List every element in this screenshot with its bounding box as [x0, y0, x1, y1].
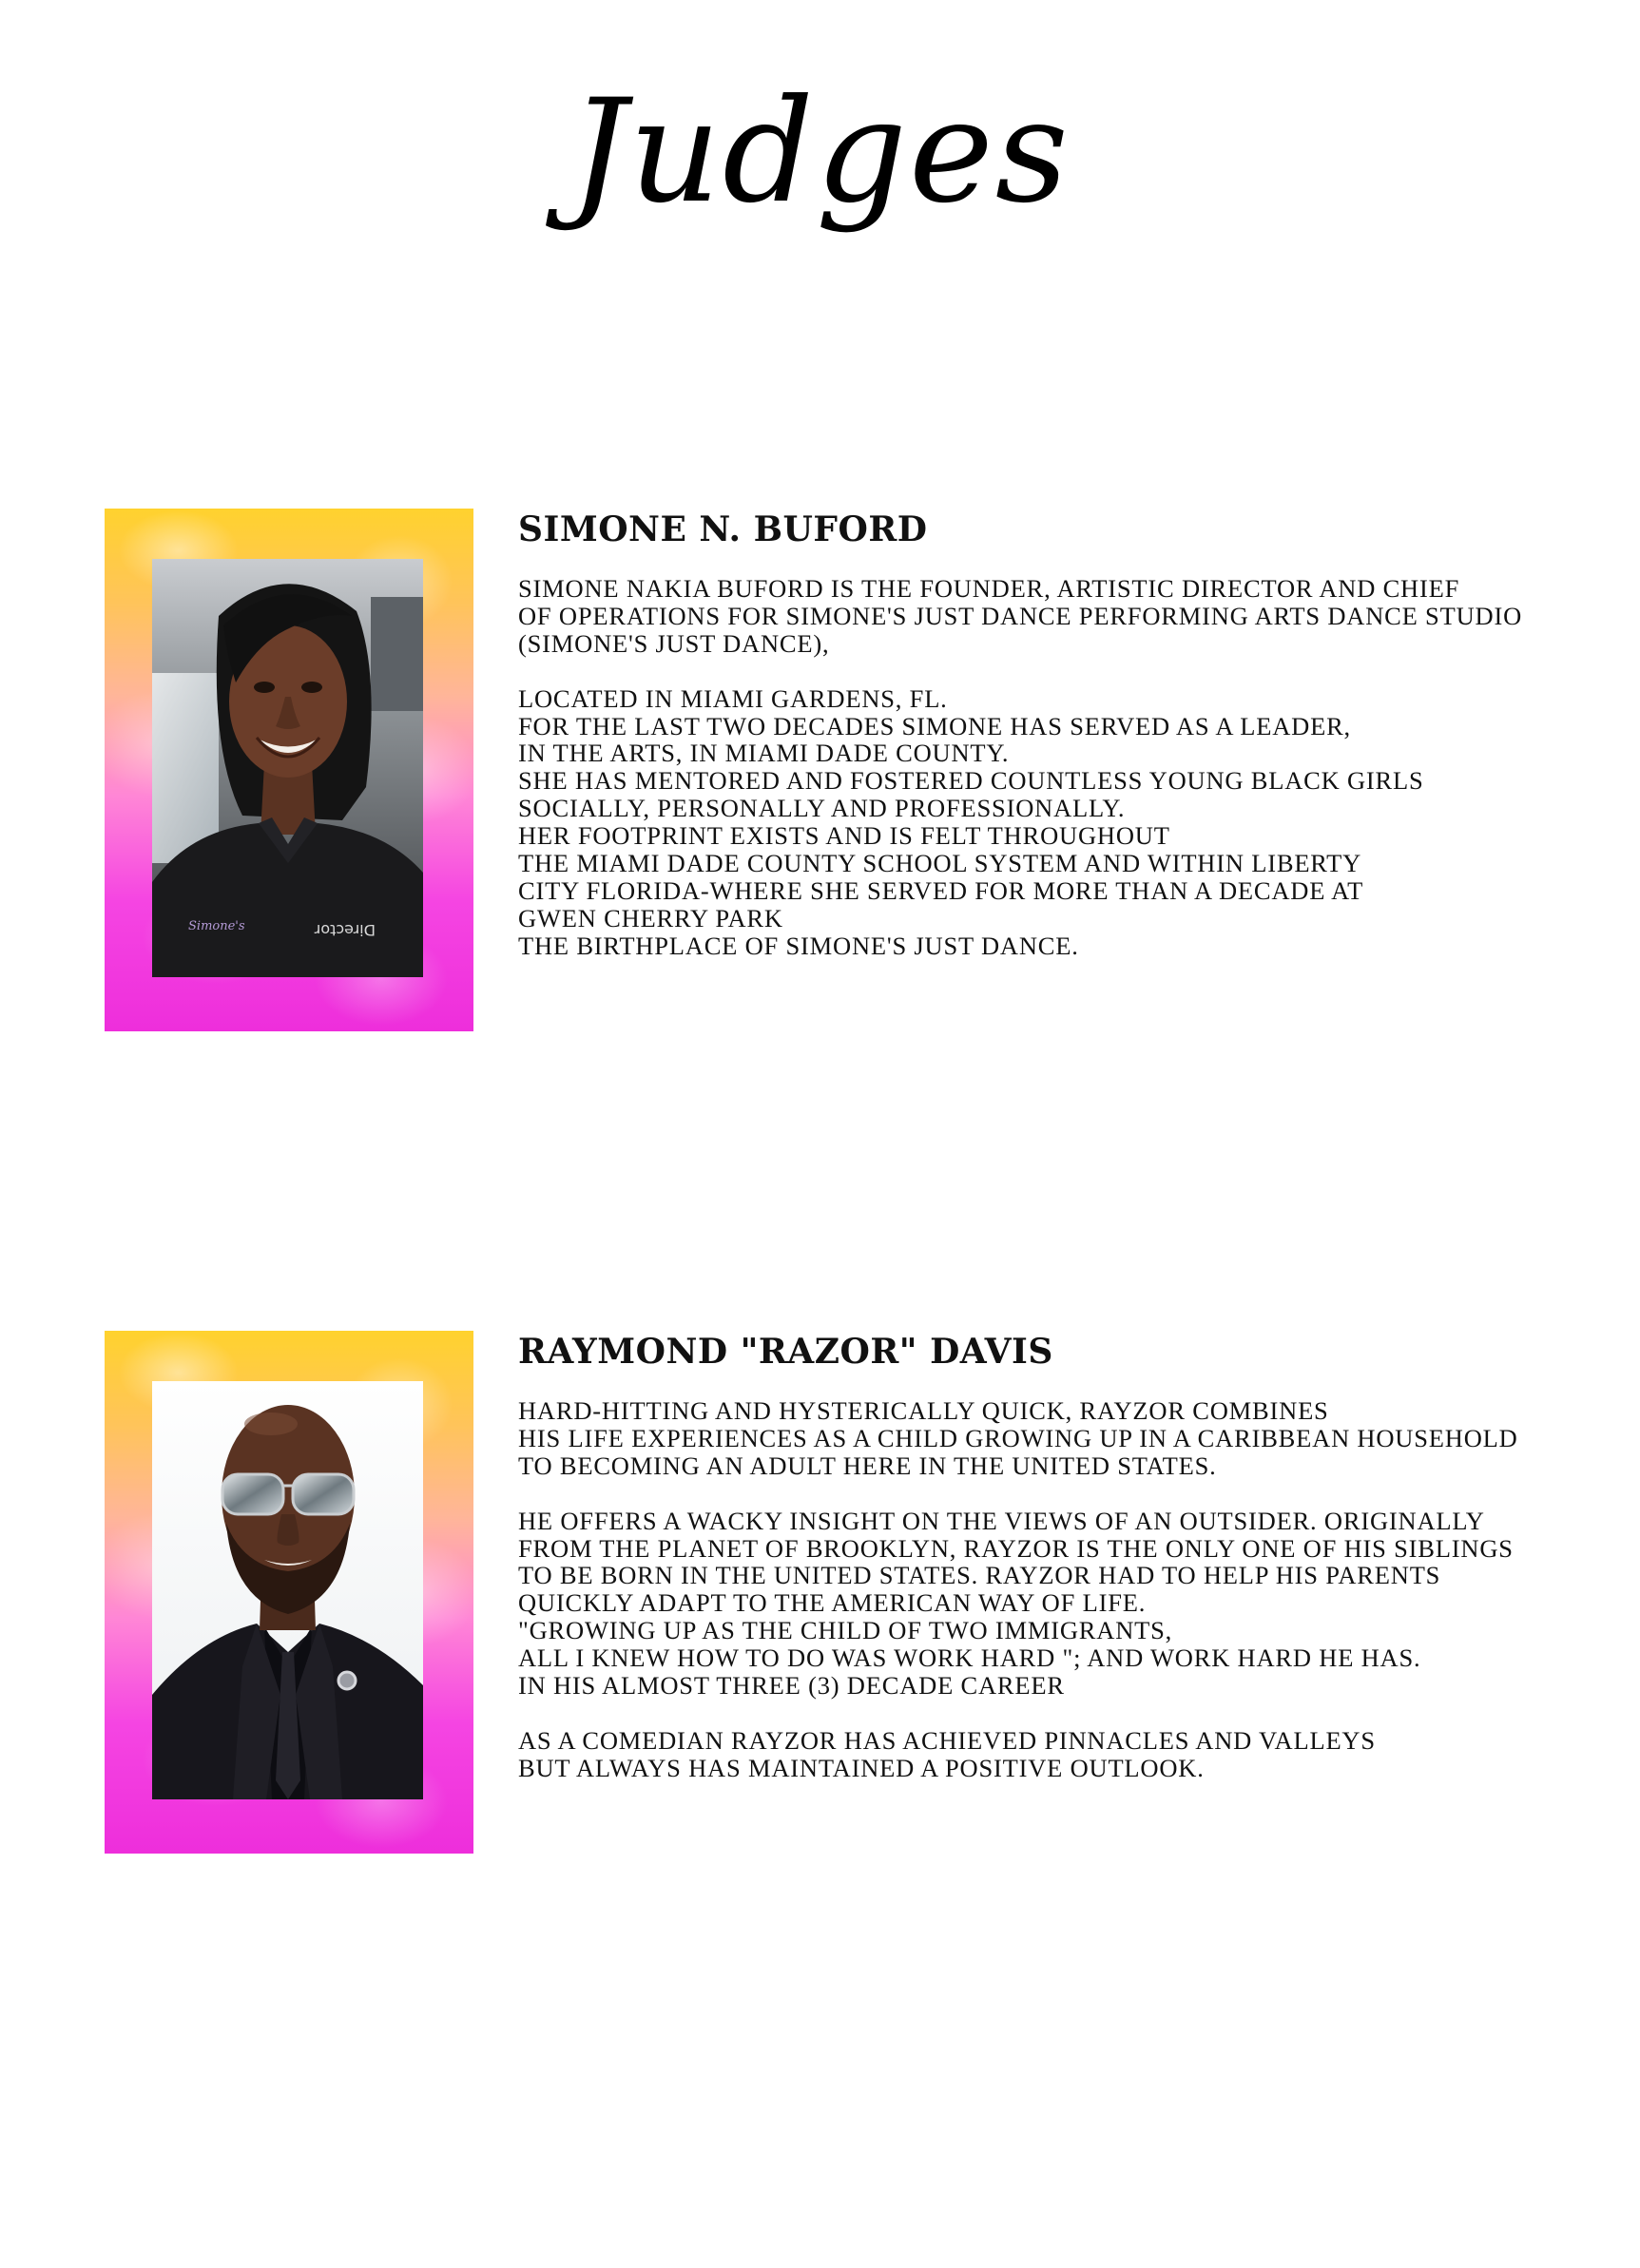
svg-text:Director: Director [314, 921, 376, 939]
bio-line [518, 658, 1588, 685]
bio-line: QUICKLY ADAPT TO THE AMERICAN WAY OF LIFE. [518, 1588, 1147, 1618]
bio-line: AS A COMEDIAN RAYZOR HAS ACHIEVED PINNACLES AND VALLEYS [518, 1725, 1376, 1755]
svg-text:Simone's: Simone's [188, 919, 245, 933]
bio-line: BUT ALWAYS HAS MAINTAINED A POSITIVE OUTLOOK. [518, 1753, 1205, 1782]
bio-line: GWEN CHERRY PARK [518, 903, 783, 932]
judge-photo [152, 559, 423, 977]
bio-line: HE OFFERS A WACKY INSIGHT ON THE VIEWS OF AN OUTSIDER. ORIGINALLY [518, 1506, 1485, 1535]
bio-line: THE MIAMI DADE COUNTY SCHOOL SYSTEM AND WITHIN LIBERTY [518, 849, 1362, 878]
bio-line: TO BECOMING AN ADULT HERE IN THE UNITED STATES. [518, 1451, 1217, 1480]
bio-line: LOCATED IN MIAMI GARDENS, FL. [518, 683, 948, 713]
page-title: Judges [569, 69, 1071, 235]
judge-name: RAYMOND "RAZOR" DAVIS [518, 1332, 1053, 1372]
bio-line: "GROWING UP AS THE CHILD OF TWO IMMIGRANTS, [518, 1616, 1173, 1645]
bio-line: FROM THE PLANET OF BROOKLYN, RAYZOR IS THE ONLY ONE OF HIS SIBLINGS [518, 1533, 1514, 1563]
bio-line: SHE HAS MENTORED AND FOSTERED COUNTLESS YOUNG BLACK GIRLS [518, 766, 1424, 796]
photo-frame [105, 1331, 473, 1854]
judge-bio [518, 1331, 1588, 1782]
bio-line: CITY FLORIDA-WHERE SHE SERVED FOR MORE THAN A DECADE AT [518, 875, 1364, 905]
photo-frame [105, 509, 473, 1031]
bio-line: THE BIRTHPLACE OF SIMONE'S JUST DANCE. [518, 931, 1079, 960]
bio-line: TO BE BORN IN THE UNITED STATES. RAYZOR HAD TO HELP HIS PARENTS [518, 1561, 1441, 1590]
bio-text [518, 1397, 1588, 1782]
bio-line: IN THE ARTS, IN MIAMI DADE COUNTY. [518, 739, 1010, 768]
bio-line: OF OPERATIONS FOR SIMONE'S JUST DANCE PERFORMING ARTS DANCE STUDIO [518, 601, 1523, 630]
judge-photo [152, 1381, 423, 1799]
bio-line: HER FOOTPRINT EXISTS AND IS FELT THROUGHOUT [518, 821, 1170, 851]
bio-line: (SIMONE'S JUST DANCE), [518, 628, 830, 658]
bio-line [518, 1700, 1588, 1727]
bio-line: SIMONE NAKIA BUFORD IS THE FOUNDER, ARTISTIC DIRECTOR AND CHIEF [518, 574, 1460, 603]
judge-name: SIMONE N. BUFORD [518, 509, 928, 549]
judge-bio [518, 509, 1588, 960]
bio-line: HARD-HITTING AND HYSTERICALLY QUICK, RAYZOR COMBINES [518, 1396, 1329, 1425]
bio-line: ALL I KNEW HOW TO DO WAS WORK HARD "; AND WORK HARD HE HAS. [518, 1643, 1421, 1673]
bio-line [518, 1480, 1588, 1508]
bio-line: SOCIALLY, PERSONALLY AND PROFESSIONALLY. [518, 794, 1126, 823]
bio-line: FOR THE LAST TWO DECADES SIMONE HAS SERVED AS A LEADER, [518, 711, 1351, 740]
bio-line: IN HIS ALMOST THREE (3) DECADE CAREER [518, 1671, 1065, 1701]
bio-line: HIS LIFE EXPERIENCES AS A CHILD GROWING UP IN A CARIBBEAN HOUSEHOLD [518, 1423, 1518, 1452]
bio-text [518, 575, 1588, 960]
